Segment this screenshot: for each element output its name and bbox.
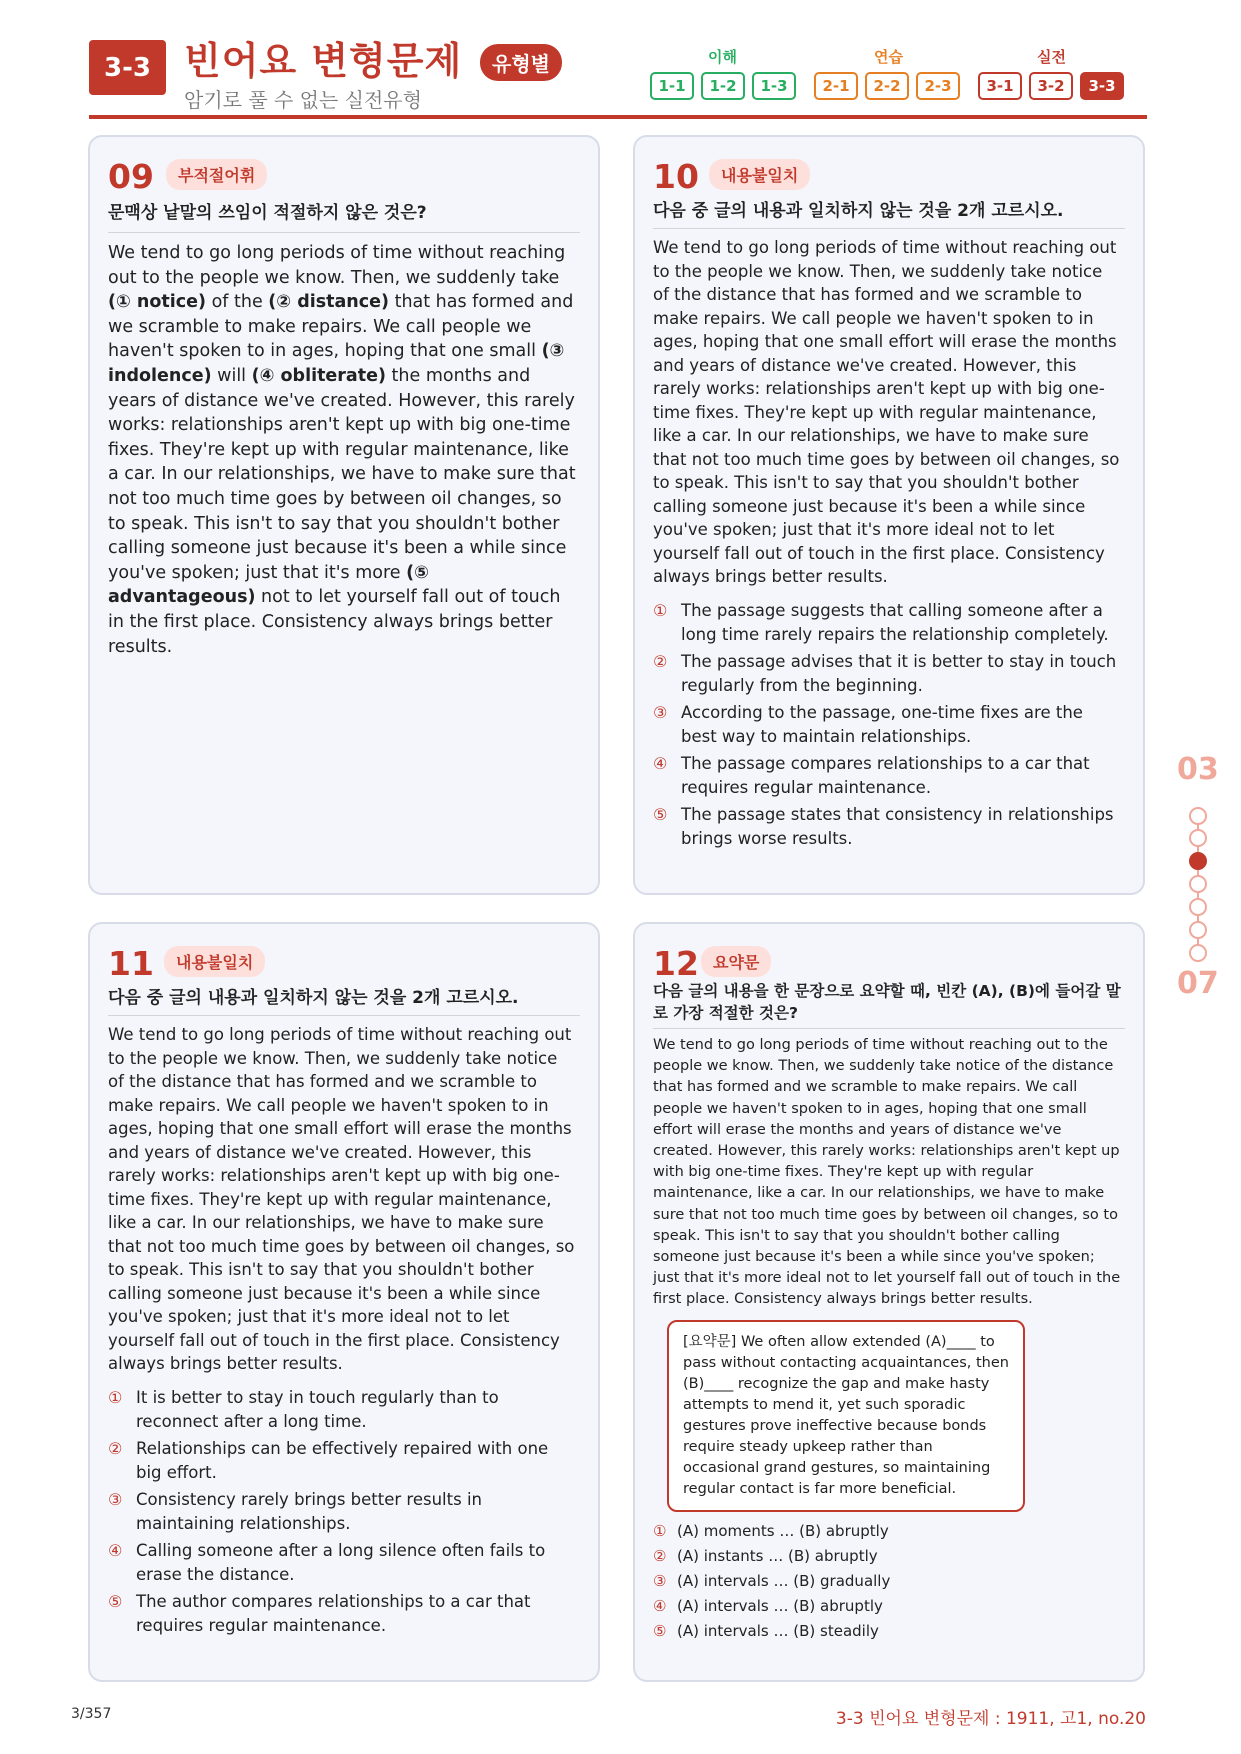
choice-1-word: (① notice) [108, 292, 206, 313]
answer-options [653, 1520, 1123, 1645]
stage-1-1[interactable]: 1-1 [650, 72, 694, 100]
question-card-10 [633, 135, 1145, 895]
prompt-divider [653, 1028, 1125, 1029]
progress-dot [1190, 808, 1206, 824]
question-number: 09 [108, 157, 154, 196]
answer-option-5[interactable]: ⑤ The passage states that consistency in relationships brings worse results. [653, 805, 1114, 848]
progress-dot [1190, 853, 1206, 869]
stage-2-3[interactable]: 2-3 [916, 72, 960, 100]
progress-start-label: 03 [1177, 752, 1219, 787]
group-label-practice: 연습 [874, 48, 903, 66]
answer-option-4[interactable]: ④ (A) intervals … (B) abruptly [653, 1597, 883, 1615]
answer-option-2[interactable]: ② Relationships can be effectively repaired with one big effort. [108, 1439, 549, 1482]
choice-2-word: (② distance) [268, 292, 390, 313]
answer-options [108, 1386, 578, 1641]
question-type-tag: 요약문 [701, 946, 771, 977]
answer-option-2[interactable]: ② The passage advises that it is better to stay in touch regularly from the beginning. [653, 652, 1117, 695]
answer-option-4[interactable]: ④ The passage compares relationships to a car that requires regular maintenance. [653, 754, 1090, 797]
summary-box: [요약문] We often allow extended (A)____ to pass without contacting acquaintances, then (B)____ recognize the gap and make hasty attempts to mend it, yet such sporadic gestures prove ineffective because bonds require steady upkeep rather than occasional grand gestures, so maintaining regular contact is far more beneficial. [667, 1320, 1025, 1512]
stage-1-3[interactable]: 1-3 [752, 72, 796, 100]
group-label-understand: 이해 [708, 48, 737, 66]
question-number: 11 [108, 944, 154, 983]
choice-4-word: (④ obliterate) [251, 365, 386, 386]
answer-option-3[interactable]: ③ According to the passage, one-time fixes are the best way to maintain relationships. [653, 703, 1083, 746]
question-prompt: 다음 중 글의 내용과 일치하지 않는 것을 2개 고르시오. [108, 988, 519, 1008]
question-prompt: 다음 중 글의 내용과 일치하지 않는 것을 2개 고르시오. [653, 201, 1064, 221]
progress-dot [1190, 830, 1206, 846]
page-subtitle: 암기로 풀 수 없는 실전유형 [184, 88, 422, 112]
answer-option-3[interactable]: ③ Consistency rarely brings better results in maintaining relationships. [108, 1490, 482, 1533]
answer-option-3[interactable]: ③ (A) intervals … (B) gradually [653, 1572, 891, 1590]
stage-3-2[interactable]: 3-2 [1029, 72, 1073, 100]
choice-3-word: (③ indolence) [108, 341, 565, 386]
answer-option-5[interactable]: ⑤ (A) intervals … (B) steadily [653, 1622, 879, 1640]
answer-option-5[interactable]: ⑤ The author compares relationships to a car that requires regular maintenance. [108, 1592, 531, 1635]
question-card-12 [633, 922, 1145, 1682]
prompt-divider [108, 1015, 580, 1016]
stage-1-2[interactable]: 1-2 [701, 72, 745, 100]
question-number: 12 [653, 944, 699, 983]
progress-end-label: 07 [1177, 966, 1219, 1001]
question-number: 10 [653, 157, 699, 196]
answer-option-1[interactable]: ① (A) moments … (B) abruptly [653, 1522, 889, 1540]
answer-options [653, 599, 1123, 854]
stage-3-1[interactable]: 3-1 [978, 72, 1022, 100]
question-type-tag: 내용불일치 [709, 159, 810, 190]
passage-text: We tend to go long periods of time without reaching out to the people we know. Then, we suddenly take notice of the distance that has formed and we scramble to make repairs. We call people we haven't spoken to in ages, hoping that one small effort will erase the months and years of distance we've created. However, this rarely works: relationships aren't kept up with big one-time fixes. They're kept up with regular maintenance, like a car. In our relationships, we have to make sure that not too much time goes by between oil changes, so to speak. This isn't to say that you shouldn't bother calling someone just because it's been a while since you've spoken; just that it's more ideal not to let yourself fall out of touch in the first place. Consistency always brings better results. [653, 1037, 1121, 1308]
passage-text: We tend to go long periods of time without reaching out to the people we know. Then, we suddenly take (① notice) of the (② distance) that has formed and we scramble to make repairs. We call people we haven't spoken to in ages, hoping that one small (③ indolence) will (④ obliterate) the months and years of distance we've created. However, this rarely works: relationships aren't kept up with big one-time fixes. They're kept up with regular maintenance, like a car. In our relationships, we have to make sure that not too much time goes by between oil changes, so to speak. This isn't to say that you shouldn't bother calling someone just because it's been a while since you've spoken; just that it's more (⑤ advantageous) not to let yourself fall out of touch in the first place. Consistency always brings better results. [108, 243, 576, 657]
answer-option-1[interactable]: ① It is better to stay in touch regularly than to reconnect after a long time. [108, 1388, 499, 1431]
section-badge: 3-3 [89, 40, 166, 95]
type-pill: 유형별 [480, 44, 562, 81]
stage-2-2[interactable]: 2-2 [865, 72, 909, 100]
group-label-real: 실전 [1037, 48, 1066, 66]
prompt-divider [108, 232, 580, 233]
question-card-09 [88, 135, 600, 895]
progress-dot [1190, 922, 1206, 938]
stage-2-1[interactable]: 2-1 [814, 72, 858, 100]
passage-text: We tend to go long periods of time without reaching out to the people we know. Then, we suddenly take notice of the distance that has formed and we scramble to make repairs. We call people we haven't spoken to in ages, hoping that one small effort will erase the months and years of distance we've created. However, this rarely works: relationships aren't kept up with big one-time fixes. They're kept up with regular maintenance, like a car. In our relationships, we have to make sure that not too much time goes by between oil changes, so to speak. This isn't to say that you shouldn't bother calling someone just because it's been a while since you've spoken; just that it's more ideal not to let yourself fall out of touch in the first place. Consistency always brings better results. [653, 238, 1120, 586]
choice-5-word: (⑤ advantageous) [108, 562, 429, 608]
prompt-divider [653, 228, 1125, 229]
progress-dot [1190, 899, 1206, 915]
header-divider [89, 115, 1147, 119]
question-card-11 [88, 922, 600, 1682]
passage-text: We tend to go long periods of time without reaching out to the people we know. Then, we suddenly take notice of the distance that has formed and we scramble to make repairs. We call people we haven't spoken to in ages, hoping that one small effort will erase the months and years of distance we've created. However, this rarely works: relationships aren't kept up with big one-time fixes. They're kept up with regular maintenance, like a car. In our relationships, we have to make sure that not too much time goes by between oil changes, so to speak. This isn't to say that you shouldn't bother calling someone just because it's been a while since you've spoken; just that it's more ideal not to let yourself fall out of touch in the first place. Consistency always brings better results. [108, 1025, 575, 1373]
question-type-tag: 내용불일치 [164, 946, 265, 977]
source-citation: 3-3 빈어요 변형문제 : 1911, 고1, no.20 [835, 1709, 1146, 1729]
progress-dots [1184, 806, 1212, 966]
progress-dot [1190, 876, 1206, 892]
stage-3-3[interactable]: 3-3 [1080, 72, 1124, 100]
question-prompt: 다음 글의 내용을 한 문장으로 요약할 때, 빈칸 (A), (B)에 들어갈 말로 가장 적절한 것은? [653, 982, 1121, 1022]
question-prompt: 문맥상 낱말의 쓰임이 적절하지 않은 것은? [108, 203, 427, 223]
answer-option-1[interactable]: ① The passage suggests that calling someone after a long time rarely repairs the relationship completely. [653, 601, 1109, 644]
page-number: 3/357 [71, 1706, 112, 1722]
page-title: 빈어요 변형문제 [184, 39, 463, 83]
answer-option-4[interactable]: ④ Calling someone after a long silence often fails to erase the distance. [108, 1541, 546, 1584]
answer-option-2[interactable]: ② (A) instants … (B) abruptly [653, 1547, 878, 1565]
progress-dot [1190, 945, 1206, 961]
question-type-tag: 부적절어휘 [166, 159, 267, 190]
